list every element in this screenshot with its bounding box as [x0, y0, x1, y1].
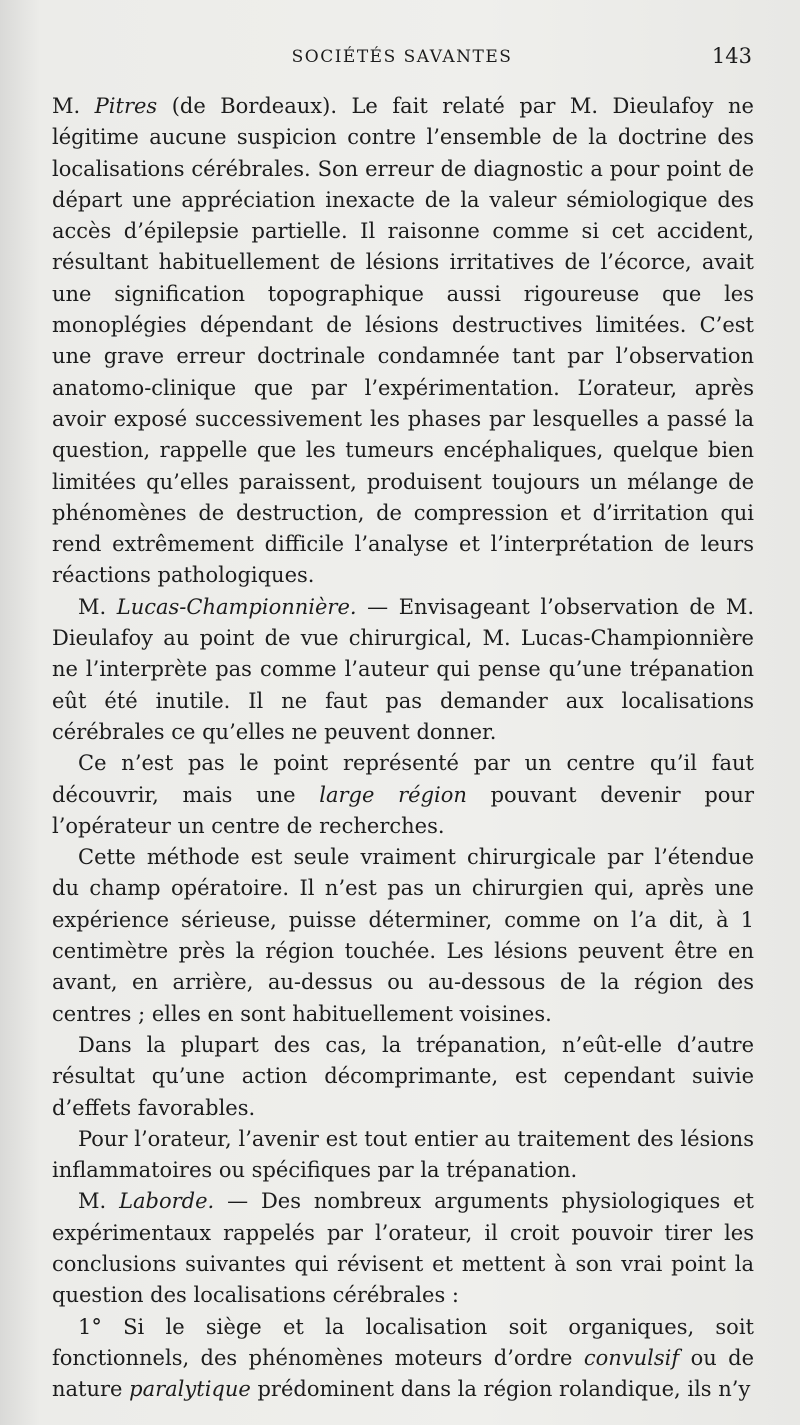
paragraph-text: — Des nombreux arguments physiologiques et expérimentaux rappelés par l’orateur, il croit pouvoir tirer les conclusions suivantes qui révisent et mettent à son vrai point la question des localisations cérébrales :	[52, 1189, 754, 1308]
paragraph-lucas-championniere	[52, 592, 754, 748]
emphasis-text: convulsif	[583, 1345, 680, 1370]
paragraph-text: pouvant devenir pour l’opérateur un centre de recherches.	[52, 782, 754, 838]
paragraph-conclusion-1	[52, 1312, 754, 1406]
paragraph-text: 1° Si le siège et la localisation soit organiques, soit fonctionnels, des phénomènes moteurs d’ordre	[52, 1314, 754, 1370]
speaker-prefix: M.	[78, 1189, 120, 1214]
paragraph-methode	[52, 842, 754, 1030]
emphasis-text: large région	[319, 782, 467, 807]
body-text	[52, 91, 754, 1405]
speaker-prefix: M.	[78, 594, 117, 619]
paragraph-trepanation	[52, 1030, 754, 1124]
paragraph-text: ou de nature	[52, 1345, 754, 1402]
speaker-prefix: M.	[52, 94, 95, 118]
speaker-name: Lucas-Championnière.	[116, 594, 357, 619]
paragraph-text: prédominent dans la région rolandique, ils n’y	[250, 1377, 751, 1402]
page-number: 143	[711, 44, 752, 68]
paragraph-pitres	[52, 91, 754, 592]
running-header	[52, 44, 752, 72]
speaker-name: Laborde.	[119, 1189, 215, 1214]
emphasis-text: paralytique	[129, 1377, 251, 1402]
paragraph-text: Pour l’orateur, l’avenir est tout entier au traitement des lésions inflammatoires ou spécifiques par la trépanation.	[52, 1126, 754, 1183]
paragraph-text: — Envisageant l’observation de M. Dieulafoy au point de vue chirurgical, M. Lucas-Championnière ne l’interprète pas comme l’auteur qui pense qu’une trépanation eût été inutile. Il ne faut pas demander aux localisations cérébrales ce qu’elles ne peuvent donner.	[52, 594, 754, 744]
paragraph-text: Ce n’est pas le point représenté par un centre qu’il faut découvrir, mais une	[52, 751, 754, 807]
paragraph-laborde	[52, 1186, 754, 1311]
paragraph-text: Cette méthode est seule vraiment chirurgicale par l’étendue du champ opératoire. Il n’est pas un chirurgien qui, après une expérience sérieuse, puisse déterminer, comme on l’a dit, à 1 centimètre près la région touchée. Les lésions peuvent être en avant, en arrière, au-dessus ou au-dessous de la région des centres ; elles en sont habituellement voisines.	[52, 845, 754, 1026]
paragraph-text: Dans la plupart des cas, la trépanation, n’eût-elle d’autre résultat qu’une action décomprimante, est cependant suivie d’effets favorables.	[52, 1032, 754, 1120]
paragraph-large-region	[52, 748, 754, 842]
paragraph-avenir	[52, 1124, 754, 1187]
speaker-name: Pitres	[94, 94, 158, 118]
paragraph-text: (de Bordeaux). Le fait relaté par M. Dieulafoy ne légitime aucune suspicion contre l’ensemble de la doctrine des localisations cérébrales. Son erreur de diagnostic a pour point de départ une appréciation inexacte de la valeur sémiologique des accès d’épilepsie partielle. Il raisonne comme si cet accident, résultant habituellement de lésions irritatives de l’écorce, avait une signification topographique aussi rigoureuse que les monoplégies dépendant de lésions destructives limitées. C’est une grave erreur doctrinale condamnée tant par l’observation anatomo-clinique que par l’expérimentation. L’orateur, après avoir exposé successivement les phases par lesquelles a passé la question, rappelle que les tumeurs encéphaliques, quelque bien limitées qu’elles paraissent, produisent toujours un mélange de phénomènes de destruction, de compression et d’irritation qui rend extrêmement difficile l’analyse et l’interprétation de leurs réactions pathologiques.	[52, 94, 754, 588]
running-title: SOCIÉTÉS SAVANTES	[291, 47, 513, 67]
